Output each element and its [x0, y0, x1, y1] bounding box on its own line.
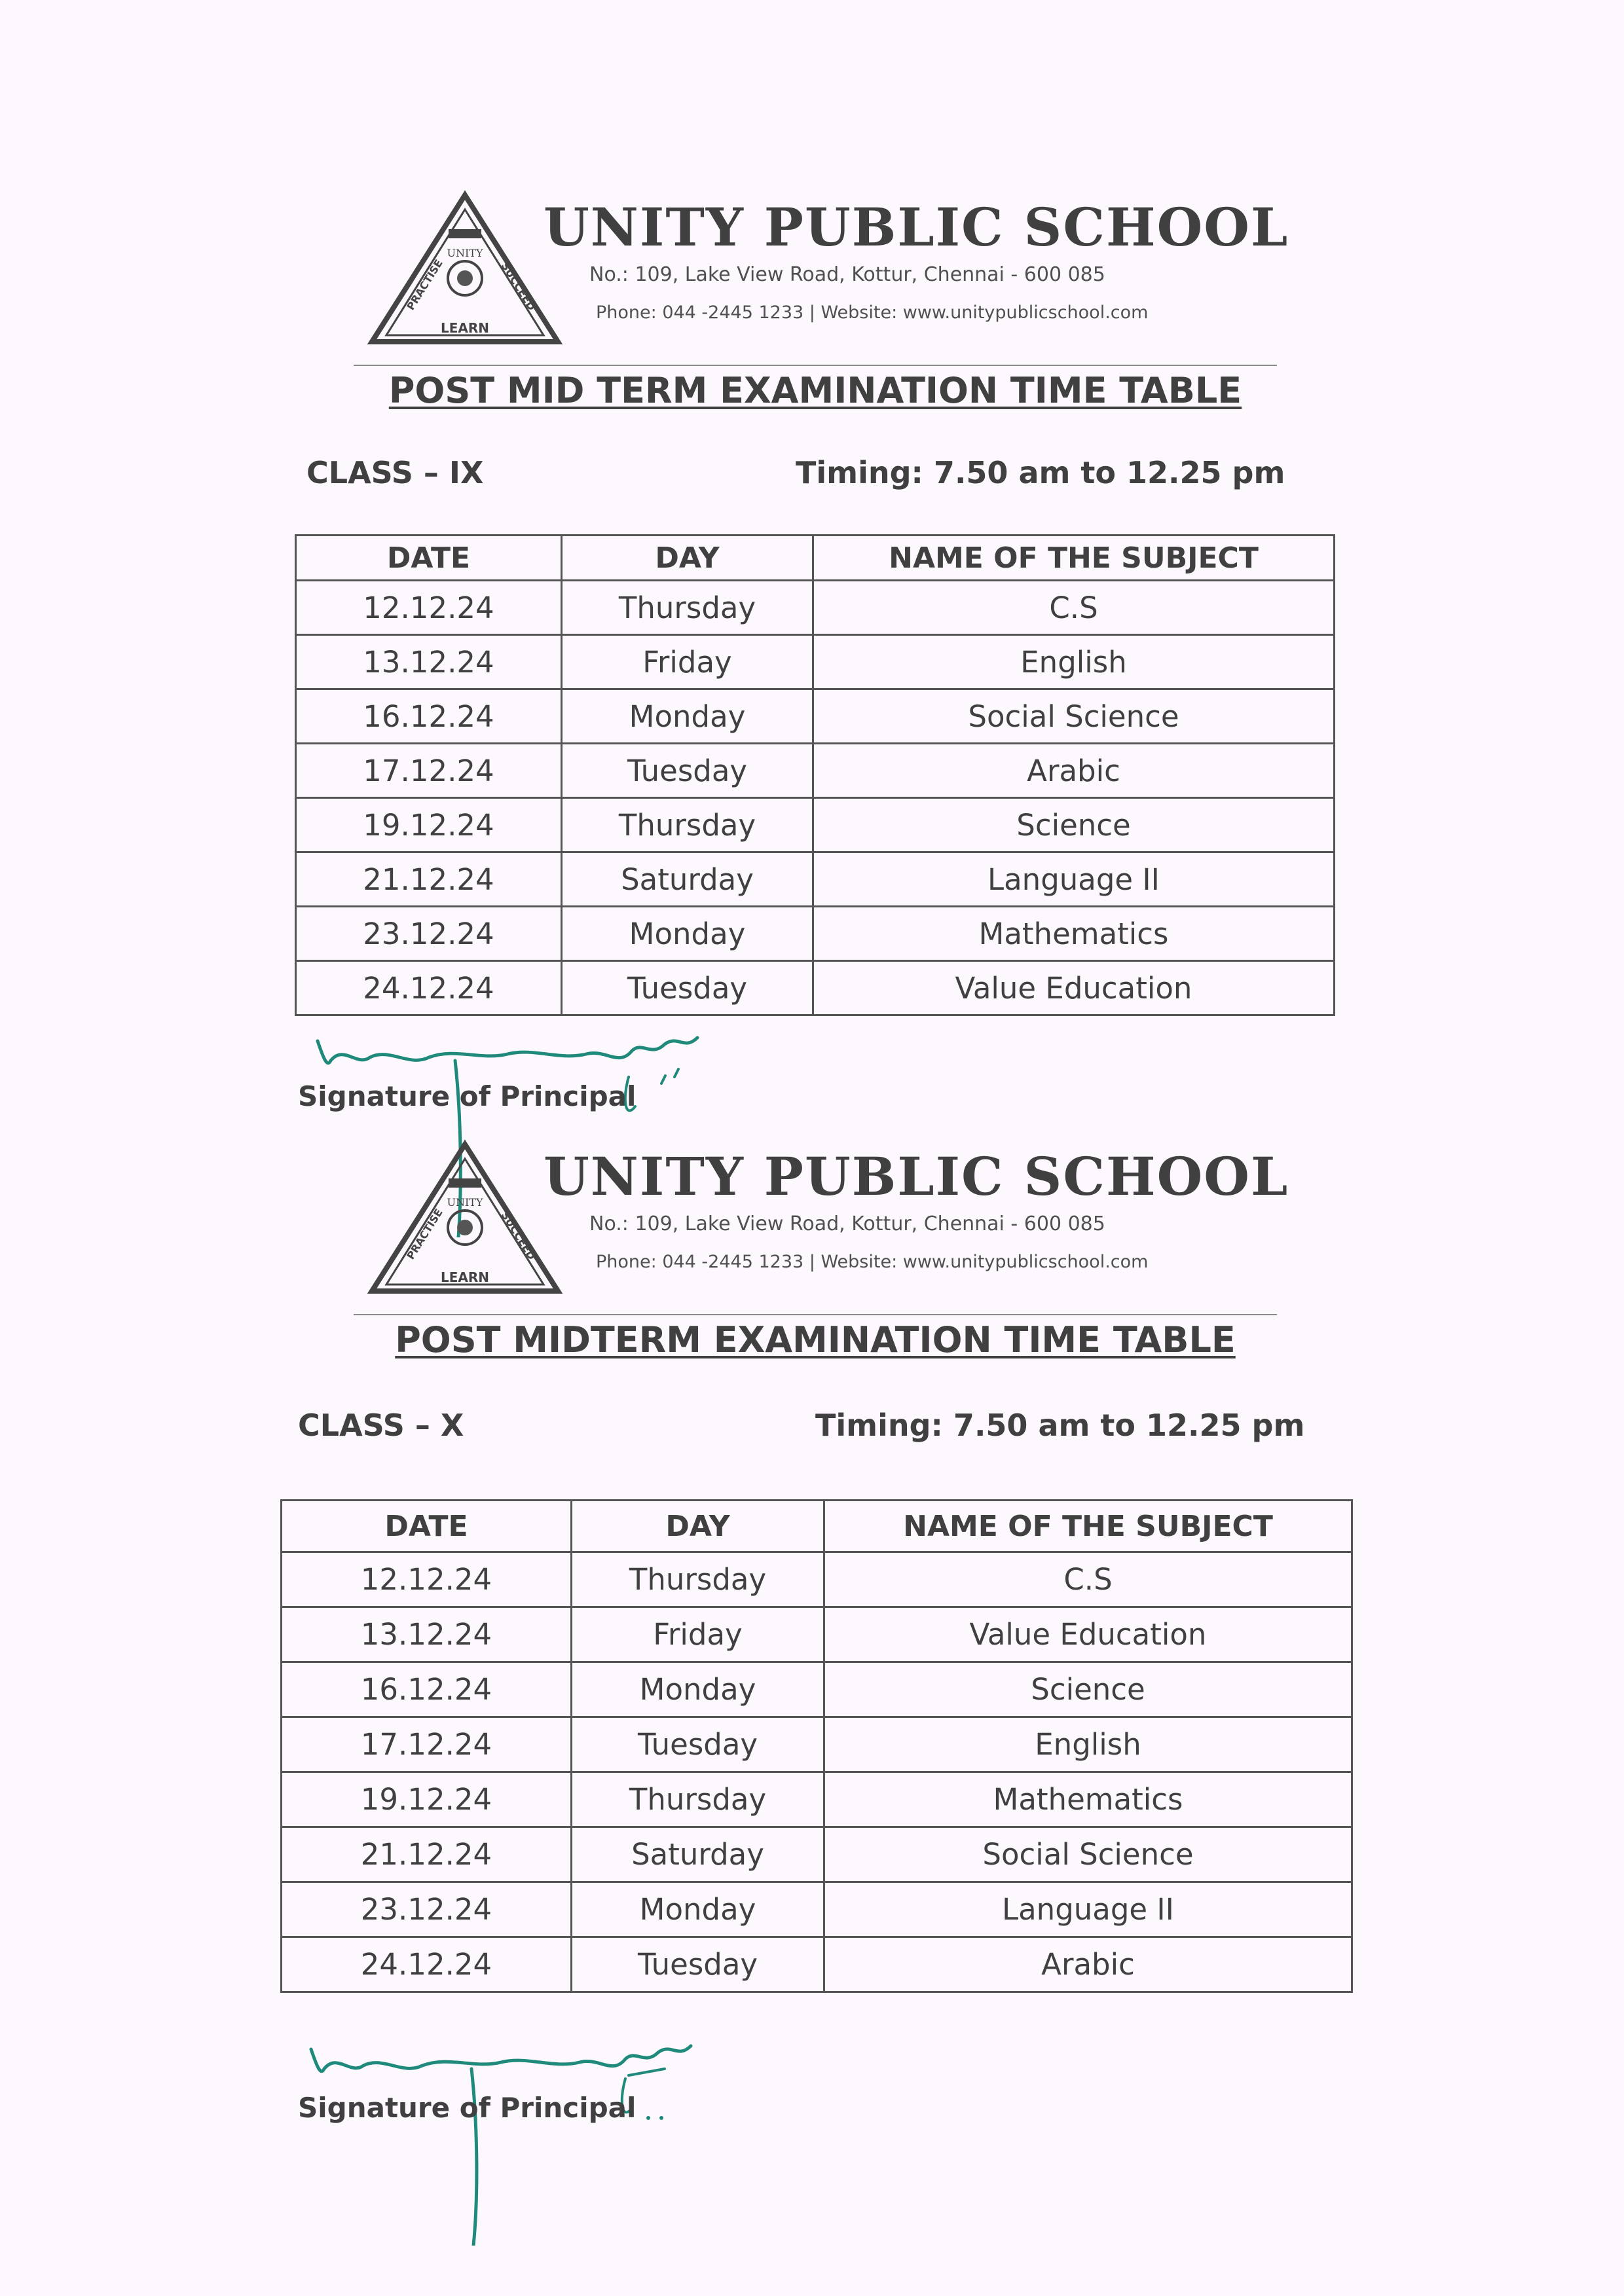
logo-text-left: PRACTISE	[404, 257, 445, 313]
column-header-day: DAY	[572, 1501, 824, 1552]
table-row	[282, 1717, 1352, 1772]
day-cell: Monday	[562, 689, 813, 744]
table-row	[296, 961, 1335, 1015]
day-cell: Thursday	[562, 798, 813, 852]
subject-cell: Mathematics	[824, 1772, 1352, 1827]
table-row	[282, 1882, 1352, 1937]
subject-cell: Language II	[813, 852, 1335, 907]
header-divider	[354, 365, 1277, 366]
exam-title: POST MID TERM EXAMINATION TIME TABLE	[388, 370, 1242, 411]
day-cell: Tuesday	[562, 961, 813, 1015]
school-logo-icon	[367, 1139, 563, 1296]
school-name: UNITY PUBLIC SCHOOL	[544, 1146, 1289, 1207]
date-cell: 23.12.24	[296, 907, 562, 961]
date-cell: 16.12.24	[296, 689, 562, 744]
table-row	[282, 1552, 1352, 1607]
column-header-subject: NAME OF THE SUBJECT	[813, 536, 1335, 581]
date-cell: 24.12.24	[296, 961, 562, 1015]
day-cell: Saturday	[572, 1827, 824, 1882]
date-cell: 23.12.24	[282, 1882, 572, 1937]
exam-title: POST MIDTERM EXAMINATION TIME TABLE	[395, 1319, 1236, 1360]
table-row	[282, 1937, 1352, 1992]
date-cell: 13.12.24	[296, 635, 562, 689]
table-row	[296, 744, 1335, 798]
subject-cell: Science	[824, 1662, 1352, 1717]
day-cell: Monday	[572, 1662, 824, 1717]
timing-label: Timing: 7.50 am to 12.25 pm	[796, 455, 1285, 490]
day-cell: Tuesday	[572, 1937, 824, 1992]
school-name: UNITY PUBLIC SCHOOL	[544, 196, 1289, 258]
date-cell: 24.12.24	[282, 1937, 572, 1992]
date-cell: 19.12.24	[282, 1772, 572, 1827]
subject-cell: Science	[813, 798, 1335, 852]
school-logo-icon	[367, 190, 563, 347]
table-row	[282, 1827, 1352, 1882]
day-cell: Friday	[572, 1607, 824, 1662]
day-cell: Thursday	[572, 1552, 824, 1607]
date-cell: 12.12.24	[296, 581, 562, 635]
day-cell: Tuesday	[572, 1717, 824, 1772]
logo-text-top: UNITY	[447, 1196, 483, 1209]
day-cell: Friday	[562, 635, 813, 689]
subject-cell: Value Education	[813, 961, 1335, 1015]
date-cell: 21.12.24	[282, 1827, 572, 1882]
date-cell: 16.12.24	[282, 1662, 572, 1717]
school-address: No.: 109, Lake View Road, Kottur, Chennai - 600 085	[589, 1212, 1105, 1235]
table-row	[282, 1662, 1352, 1717]
header-divider	[354, 1314, 1277, 1315]
subject-cell: Value Education	[824, 1607, 1352, 1662]
timetable	[295, 534, 1335, 1016]
subject-cell: C.S	[813, 581, 1335, 635]
class-label: CLASS – X	[298, 1408, 464, 1443]
subject-cell: Mathematics	[813, 907, 1335, 961]
class-label: CLASS – IX	[306, 455, 484, 490]
day-cell: Saturday	[562, 852, 813, 907]
date-cell: 17.12.24	[282, 1717, 572, 1772]
column-header-date: DATE	[282, 1501, 572, 1552]
date-cell: 13.12.24	[282, 1607, 572, 1662]
table-row	[296, 689, 1335, 744]
date-cell: 21.12.24	[296, 852, 562, 907]
date-cell: 12.12.24	[282, 1552, 572, 1607]
signature-label: Signature of Principal	[298, 1080, 637, 1112]
table-row	[282, 1772, 1352, 1827]
date-cell: 17.12.24	[296, 744, 562, 798]
logo-text-bottom: LEARN	[440, 320, 490, 336]
timetable	[280, 1499, 1353, 1993]
column-header-day: DAY	[562, 536, 813, 581]
logo-text-top: UNITY	[447, 247, 483, 259]
table-row	[296, 852, 1335, 907]
subject-cell: Arabic	[813, 744, 1335, 798]
signature-label: Signature of Principal	[298, 2092, 637, 2124]
subject-cell: English	[824, 1717, 1352, 1772]
day-cell: Monday	[572, 1882, 824, 1937]
school-address: No.: 109, Lake View Road, Kottur, Chennai - 600 085	[589, 263, 1105, 286]
subject-cell: Arabic	[824, 1937, 1352, 1992]
table-header-row	[296, 536, 1335, 581]
day-cell: Monday	[562, 907, 813, 961]
principal-signature-icon	[298, 2030, 756, 2246]
subject-cell: Language II	[824, 1882, 1352, 1937]
table-row	[282, 1607, 1352, 1662]
logo-text-left: PRACTISE	[404, 1206, 445, 1262]
date-cell: 19.12.24	[296, 798, 562, 852]
school-contact: Phone: 044 -2445 1233 | Website: www.unitypublicschool.com	[596, 302, 1149, 323]
school-contact: Phone: 044 -2445 1233 | Website: www.unitypublicschool.com	[596, 1252, 1149, 1272]
day-cell: Thursday	[562, 581, 813, 635]
day-cell: Tuesday	[562, 744, 813, 798]
table-row	[296, 798, 1335, 852]
day-cell: Thursday	[572, 1772, 824, 1827]
subject-cell: Social Science	[824, 1827, 1352, 1882]
subject-cell: English	[813, 635, 1335, 689]
table-row	[296, 581, 1335, 635]
timing-label: Timing: 7.50 am to 12.25 pm	[815, 1408, 1305, 1443]
table-row	[296, 635, 1335, 689]
column-header-subject: NAME OF THE SUBJECT	[824, 1501, 1352, 1552]
table-row	[296, 907, 1335, 961]
logo-text-bottom: LEARN	[440, 1269, 490, 1285]
logo-text-right: SUCCEED	[498, 1209, 538, 1262]
subject-cell: Social Science	[813, 689, 1335, 744]
subject-cell: C.S	[824, 1552, 1352, 1607]
table-header-row	[282, 1501, 1352, 1552]
logo-text-right: SUCCEED	[498, 260, 538, 313]
column-header-date: DATE	[296, 536, 562, 581]
